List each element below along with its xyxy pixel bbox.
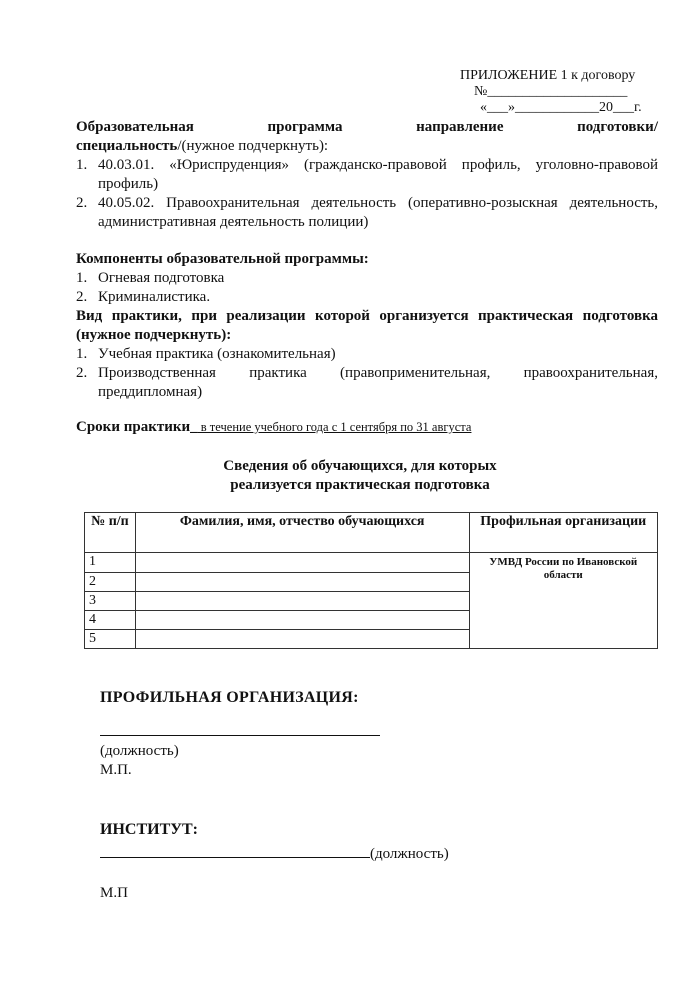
row-number: 1: [85, 553, 136, 572]
practice-type-item-text: Учебная практика (ознакомительная): [98, 346, 336, 362]
profile-org-heading: ПРОФИЛЬНАЯ ОРГАНИЗАЦИЯ:: [100, 689, 359, 706]
practice-type-item: 1. Учебная практика (ознакомительная): [76, 346, 336, 362]
profile-org-stamp: М.П.: [100, 762, 132, 778]
practice-type-item: 2. Производственная практика (правоприменительная, правоохранительная, преддипломная): [76, 365, 658, 400]
row-number: 2: [85, 572, 136, 591]
appendix-title: ПРИЛОЖЕНИЕ 1 к договору: [460, 68, 636, 83]
institute-position: (должность): [370, 846, 449, 862]
student-name-cell[interactable]: [135, 591, 469, 610]
practice-type-list: [76, 345, 658, 402]
program-section: [76, 118, 658, 232]
component-item-text: Огневая подготовка: [98, 270, 225, 286]
program-item: 1. 40.03.01. «Юриспруденция» (гражданско-правовой профиль, уголовно-правовой профиль): [76, 157, 658, 192]
component-item-text: Криминалистика.: [98, 289, 211, 305]
institute-heading: ИНСТИТУТ:: [100, 821, 198, 838]
signature-line[interactable]: [100, 721, 380, 736]
table-row: [85, 553, 658, 572]
student-name-cell[interactable]: [135, 629, 469, 648]
contract-number: №____________________: [474, 84, 628, 99]
institute-signature: [100, 820, 449, 903]
col-org-header: Профильная организации: [469, 513, 657, 553]
program-heading-note: /(нужное подчеркнуть):: [177, 138, 329, 154]
signature-line[interactable]: [100, 843, 370, 858]
program-heading: [76, 118, 658, 156]
practice-terms-label: Сроки практики_: [76, 419, 198, 435]
program-item: 2. 40.05.02. Правоохранительная деятельность (оперативно-розыскная деятельность, административная деятельность полиции): [76, 195, 658, 230]
component-item: 2. Криминалистика.: [76, 289, 211, 305]
components-list: [76, 269, 658, 307]
profile-org-position: (должность): [100, 743, 179, 759]
student-name-cell[interactable]: [135, 553, 469, 572]
practice-type-heading: Вид практики, при реализации которой организуется практическая подготовка (нужное подчеркнуть):: [76, 308, 658, 343]
component-item: 1. Огневая подготовка: [76, 270, 225, 286]
components-section: [76, 250, 658, 402]
profile-org-signature: [100, 688, 380, 780]
row-number: 4: [85, 610, 136, 629]
program-item-text: 40.03.01. «Юриспруденция» (гражданско-правовой профиль, уголовно-правовой профиль): [98, 157, 658, 192]
org-cell: УМВД России по Ивановской области: [469, 553, 657, 649]
contract-date: «___»____________20___г.: [480, 100, 642, 115]
students-section-title: [150, 457, 570, 495]
students-title-line1: Сведения об обучающихся, для которых: [223, 458, 497, 474]
table-header-row: [85, 513, 658, 553]
row-number: 5: [85, 629, 136, 648]
practice-terms: [76, 419, 471, 436]
col-name-header: Фамилия, имя, отчество обучающихся: [135, 513, 469, 553]
program-heading-text: Образовательная программа направление подготовки/ специальность: [76, 119, 658, 154]
col-num-header: № п/п: [85, 513, 136, 553]
practice-type-item-text: Производственная практика (правоприменительная, правоохранительная, преддипломная): [98, 365, 658, 400]
components-heading: Компоненты образовательной программы:: [76, 251, 369, 267]
institute-stamp: М.П: [100, 885, 128, 901]
student-name-cell[interactable]: [135, 610, 469, 629]
students-title-line2: реализуется практическая подготовка: [230, 477, 490, 493]
student-name-cell[interactable]: [135, 572, 469, 591]
row-number: 3: [85, 591, 136, 610]
program-item-text: 40.05.02. Правоохранительная деятельность (оперативно-розыскная деятельность, административная деятельность полиции): [98, 195, 658, 230]
practice-terms-value: в течение учебного года с 1 сентября по 31 августа: [197, 420, 472, 434]
program-list: [76, 156, 658, 232]
students-table: [84, 512, 658, 649]
appendix-header: [460, 68, 660, 116]
